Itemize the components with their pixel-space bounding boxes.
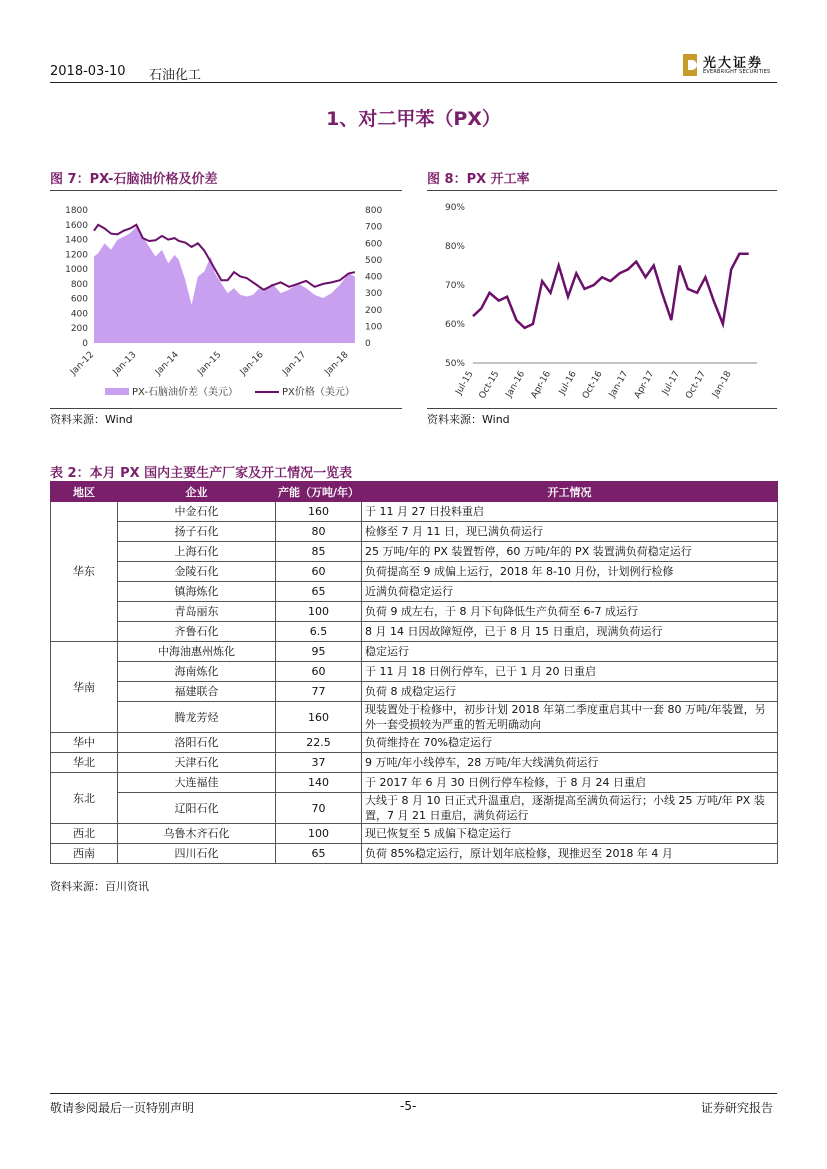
footer-report-type: 证券研究报告 [701, 1101, 774, 1115]
x-tick-label: Jan-18 [710, 369, 734, 400]
capacity-cell: 100 [276, 602, 362, 622]
company-cell: 金陵石化 [118, 562, 276, 582]
section-title: 1、对二甲苯（PX） [326, 108, 501, 130]
x-tick-label: Apr-16 [529, 369, 554, 401]
y-left-tick-label: 1800 [65, 206, 88, 216]
logo-mark-icon [683, 54, 697, 76]
table-row [51, 542, 778, 562]
y-left-tick-label: 1400 [65, 235, 88, 246]
status-cell: 近满负荷稳定运行 [362, 582, 778, 602]
region-cell: 华北 [51, 753, 118, 773]
capacity-cell: 65 [276, 582, 362, 602]
figure8-title: 图 8：PX 开工率 [427, 172, 530, 187]
figure7-title-divider [50, 190, 402, 191]
region-cell: 华南 [51, 642, 118, 733]
region-cell: 华中 [51, 733, 118, 753]
y-right-tick-label: 600 [365, 239, 383, 250]
capacity-cell: 70 [276, 793, 362, 824]
legend-line-label: PX价格（美元） [282, 387, 355, 398]
status-cell: 负荷 8 成稳定运行 [362, 682, 778, 702]
x-tick-label: Jul-16 [557, 369, 579, 397]
company-cell: 扬子石化 [118, 522, 276, 542]
x-tick-label: Jan-18 [323, 350, 351, 378]
y-right-tick-label: 100 [365, 322, 383, 333]
company-cell: 镇海炼化 [118, 582, 276, 602]
capacity-cell: 77 [276, 682, 362, 702]
table-row [51, 824, 778, 844]
spread-area-series [94, 227, 355, 343]
legend-area-label: PX-石脑油价差（美元） [132, 387, 238, 398]
x-tick-label: Jan-13 [111, 350, 139, 378]
status-cell: 8 月 14 日因故障短停，已于 8 月 15 日重启，现满负荷运行 [362, 622, 778, 642]
header-company: 企业 [118, 482, 276, 502]
figure7-source-divider [50, 408, 402, 409]
table-row [51, 662, 778, 682]
y-left-tick-label: 1000 [65, 265, 88, 276]
company-cell: 海南炼化 [118, 662, 276, 682]
table-row [51, 702, 778, 733]
capacity-cell: 22.5 [276, 733, 362, 753]
y-right-tick-label: 400 [365, 272, 383, 283]
header-status: 开工情况 [362, 482, 778, 502]
y-tick-label: 60% [444, 320, 465, 330]
capacity-cell: 95 [276, 642, 362, 662]
table-title: 表 2：本月 PX 国内主要生产厂家及开工情况一览表 [50, 466, 353, 481]
x-tick-label: Apr-17 [632, 369, 657, 401]
y-tick-label: 70% [444, 281, 465, 291]
figure7-source: 资料来源：Wind [50, 413, 133, 426]
header-region: 地区 [51, 482, 118, 502]
status-cell: 现已恢复至 5 成偏下稳定运行 [362, 824, 778, 844]
px-producers-table [50, 481, 778, 864]
company-cell: 辽阳石化 [118, 793, 276, 824]
region-cell: 西南 [51, 844, 118, 864]
table-row [51, 642, 778, 662]
capacity-cell: 60 [276, 562, 362, 582]
x-tick-label: Jul-15 [454, 369, 476, 397]
footer-divider [50, 1093, 777, 1094]
figure8-source: 资料来源：Wind [427, 413, 510, 426]
figure7-chart [50, 195, 402, 405]
y-left-tick-label: 1200 [65, 250, 88, 261]
table-row [51, 502, 778, 522]
capacity-cell: 160 [276, 502, 362, 522]
company-cell: 青岛丽东 [118, 602, 276, 622]
status-cell: 负荷 85%稳定运行，原计划年底检修，现推迟至 2018 年 4 月 [362, 844, 778, 864]
report-sector: 石油化工 [149, 68, 202, 83]
x-tick-label: Oct-16 [580, 369, 605, 401]
y-right-tick-label: 200 [365, 305, 383, 316]
x-tick-label: Jan-17 [607, 369, 631, 400]
table-row [51, 682, 778, 702]
table-row [51, 773, 778, 793]
x-tick-label: Jan-16 [238, 350, 266, 378]
utilization-line-series [473, 254, 749, 328]
status-cell: 于 2017 年 6 月 30 日例行停车检修，于 8 月 24 日重启 [362, 773, 778, 793]
y-left-tick-label: 200 [70, 324, 88, 335]
x-tick-label: Oct-15 [477, 369, 502, 401]
status-cell: 9 万吨/年小线停车，28 万吨/年大线满负荷运行 [362, 753, 778, 773]
y-tick-label: 80% [444, 242, 465, 252]
y-right-tick-label: 800 [365, 206, 383, 216]
figure7-title: 图 7：PX-石脑油价格及价差 [50, 172, 218, 187]
capacity-cell: 85 [276, 542, 362, 562]
capacity-cell: 60 [276, 662, 362, 682]
brand-logo [683, 52, 778, 78]
capacity-cell: 100 [276, 824, 362, 844]
status-cell: 负荷维持在 70%稳定运行 [362, 733, 778, 753]
y-right-tick-label: 700 [365, 222, 383, 233]
company-cell: 齐鲁石化 [118, 622, 276, 642]
header-divider [50, 82, 777, 83]
table-header-row [51, 482, 778, 502]
y-tick-label: 50% [444, 359, 465, 369]
table-row [51, 562, 778, 582]
y-right-tick-label: 500 [365, 255, 383, 266]
footer-disclaimer: 敬请参阅最后一页特别声明 [50, 1101, 195, 1115]
figure8-chart [427, 195, 777, 405]
y-left-tick-label: 0 [82, 339, 88, 349]
y-right-tick-label: 0 [365, 339, 371, 349]
table-row [51, 522, 778, 542]
table-row [51, 733, 778, 753]
table-source: 资料来源：百川资讯 [50, 880, 149, 893]
y-left-tick-label: 1600 [65, 220, 88, 231]
company-cell: 乌鲁木齐石化 [118, 824, 276, 844]
region-cell: 西北 [51, 824, 118, 844]
x-tick-label: Jan-16 [504, 369, 528, 400]
region-cell: 东北 [51, 773, 118, 824]
x-tick-label: Jan-12 [68, 350, 97, 378]
status-cell: 于 11 月 27 日投料重启 [362, 502, 778, 522]
capacity-cell: 160 [276, 702, 362, 733]
x-tick-label: Jan-15 [196, 350, 224, 378]
status-cell: 25 万吨/年的 PX 装置暂停，60 万吨/年的 PX 装置满负荷稳定运行 [362, 542, 778, 562]
capacity-cell: 37 [276, 753, 362, 773]
status-cell: 稳定运行 [362, 642, 778, 662]
table-row [51, 622, 778, 642]
report-date: 2018-03-10 [50, 64, 126, 79]
table-row [51, 582, 778, 602]
page-number: -5- [400, 1099, 417, 1113]
status-cell: 负荷提高至 9 成偏上运行，2018 年 8-10 月份，计划例行检修 [362, 562, 778, 582]
company-cell: 中金石化 [118, 502, 276, 522]
company-cell: 腾龙芳烃 [118, 702, 276, 733]
company-cell: 四川石化 [118, 844, 276, 864]
company-cell: 洛阳石化 [118, 733, 276, 753]
y-left-tick-label: 800 [70, 279, 88, 290]
y-left-tick-label: 600 [70, 294, 88, 305]
capacity-cell: 65 [276, 844, 362, 864]
x-tick-label: Jul-17 [660, 369, 683, 397]
status-cell: 现装置处于检修中，初步计划 2018 年第二季度重启其中一套 80 万吨/年装置，另外一套受损较为严重的暂无明确动向 [362, 702, 778, 733]
header-capacity: 产能（万吨/年） [276, 482, 362, 502]
y-right-tick-label: 300 [365, 289, 383, 300]
y-tick-label: 90% [444, 203, 465, 213]
x-tick-label: Jan-14 [153, 350, 181, 378]
status-cell: 检修至 7 月 11 日，现已满负荷运行 [362, 522, 778, 542]
capacity-cell: 80 [276, 522, 362, 542]
status-cell: 负荷 9 成左右，于 8 月下旬降低生产负荷至 6-7 成运行 [362, 602, 778, 622]
logo-text-en: EVERBRIGHT SECURITIES [703, 69, 771, 75]
table-row [51, 753, 778, 773]
table-row [51, 793, 778, 824]
table-row [51, 602, 778, 622]
company-cell: 福建联合 [118, 682, 276, 702]
company-cell: 上海石化 [118, 542, 276, 562]
region-cell: 华东 [51, 502, 118, 642]
x-tick-label: Oct-17 [684, 369, 708, 401]
y-left-tick-label: 400 [70, 309, 88, 320]
legend-area-swatch [105, 388, 129, 395]
status-cell: 大线于 8 月 10 日正式升温重启，逐渐提高至满负荷运行；小线 25 万吨/年 PX 装置，7 月 21 日重启，满负荷运行 [362, 793, 778, 824]
figure8-title-divider [427, 190, 777, 191]
logo-text-cn: 光大证券 [703, 56, 764, 71]
table-row [51, 844, 778, 864]
figure8-source-divider [427, 408, 777, 409]
capacity-cell: 140 [276, 773, 362, 793]
capacity-cell: 6.5 [276, 622, 362, 642]
company-cell: 中海油惠州炼化 [118, 642, 276, 662]
company-cell: 天津石化 [118, 753, 276, 773]
x-tick-label: Jan-17 [280, 350, 309, 378]
company-cell: 大连福佳 [118, 773, 276, 793]
status-cell: 于 11 月 18 日例行停车，已于 1 月 20 日重启 [362, 662, 778, 682]
